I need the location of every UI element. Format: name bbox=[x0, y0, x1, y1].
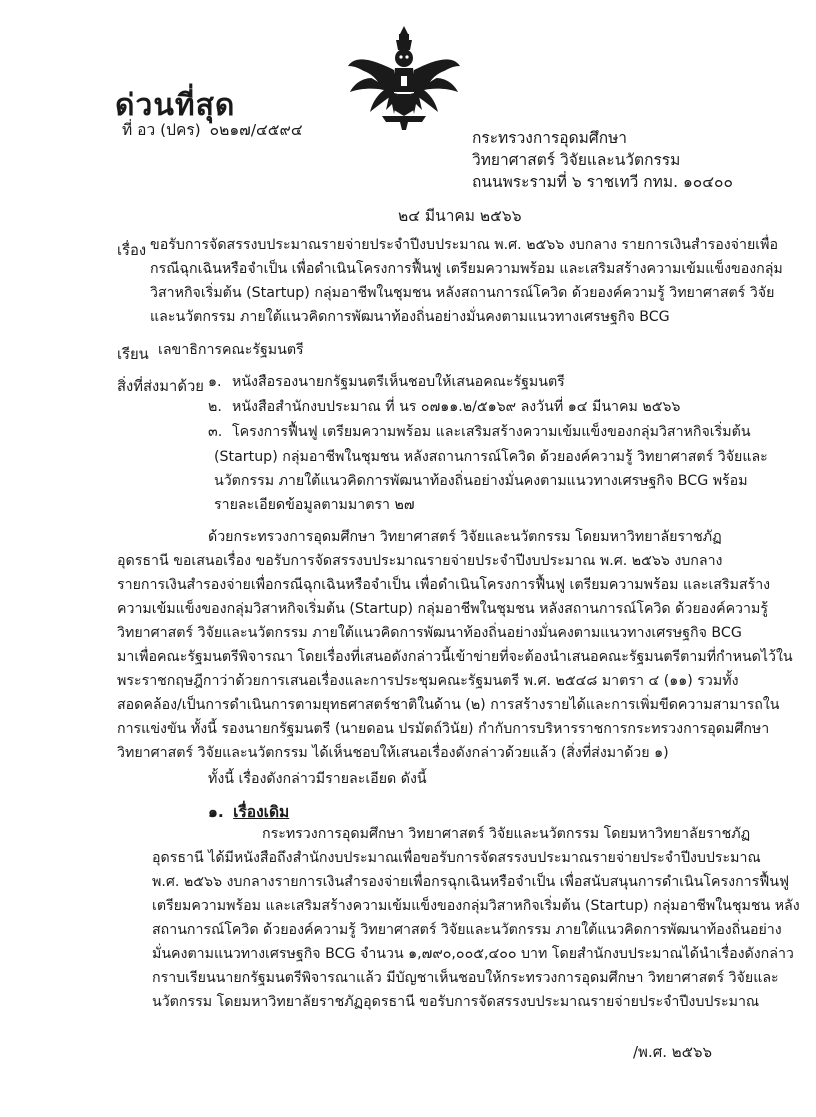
subject-line: ขอรับการจัดสรรงบประมาณรายจ่ายประจำปีงบประมาณ พ.ศ. ๒๕๖๖ งบกลาง รายการเงินสำรองจ่ายเพื่อ bbox=[150, 237, 778, 253]
enclosure-number: ๑. bbox=[208, 374, 222, 390]
document-number-label: ที่ อว (ปคร) bbox=[122, 121, 201, 139]
body-line: ด้วยกระทรวงการอุดมศึกษา วิทยาศาสตร์ วิจัยและนวัตกรรม โดยมหาวิทยาลัยราชภัฏ bbox=[208, 529, 722, 545]
subject-line: และนวัตกรรม ภายใต้แนวคิดการพัฒนาท้องถิ่นอย่างมั่นคงตามแนวทางเศรษฐกิจ BCG bbox=[150, 309, 670, 325]
enclosure-number: ๒. bbox=[208, 399, 222, 415]
document-number-value: ๐๒๑๗/๔๕๙๔ bbox=[209, 121, 303, 139]
enclosure-item: หนังสือรองนายกรัฐมนตรีเห็นชอบให้เสนอคณะรัฐมนตรี bbox=[232, 374, 565, 390]
urgency-stamp: ด่วนที่สุด bbox=[115, 88, 236, 123]
enclosure-item: หนังสือสำนักงบประมาณ ที่ นร ๐๗๑๑.๒/๕๑๖๙ ลงวันที่ ๑๔ มีนาคม ๒๕๖๖ bbox=[232, 399, 681, 415]
document-number bbox=[122, 117, 303, 142]
section-heading bbox=[208, 799, 289, 824]
section-title: เรื่องเดิม bbox=[233, 803, 290, 821]
recipient-label: เรียน bbox=[117, 346, 149, 363]
section-line: สถานการณ์โควิด ด้วยองค์ความรู้ วิทยาศาสตร์ วิจัยและนวัตกรรม ภายใต้แนวคิดการพัฒนาท้องถิ่นอย่าง bbox=[152, 922, 782, 938]
section-line: กระทรวงการอุดมศึกษา วิทยาศาสตร์ วิจัยและนวัตกรรม โดยมหาวิทยาลัยราชภัฏ bbox=[262, 826, 751, 842]
document-date: ๒๔ มีนาคม ๒๕๖๖ bbox=[398, 207, 522, 225]
enclosures-label: สิ่งที่ส่งมาด้วย bbox=[117, 378, 204, 395]
section-line: มั่นคงตามแนวทางเศรษฐกิจ BCG จำนวน ๑,๗๙๐,๐๐๕,๔๐๐ บาท โดยสำนักงบประมาณได้นำเรื่องดังกล่าว bbox=[152, 946, 794, 962]
enclosure-item: รายละเอียดข้อมูลตามมาตรา ๒๗ bbox=[214, 497, 415, 513]
agency-address: ถนนพระรามที่ ๖ ราชเทวี กทม. ๑๐๔๐๐ bbox=[472, 173, 733, 191]
body-line: วิทยาศาสตร์ วิจัยและนวัตกรรม ภายใต้แนวคิดการพัฒนาท้องถิ่นอย่างมั่นคงตามแนวทางเศรษฐกิจ BCG bbox=[117, 625, 742, 641]
body-line: สอดคล้อง/เป็นการดำเนินการตามยุทธศาสตร์ชาติในด้าน (๒) การสร้างรายได้และการเพิ่มขีดความสามารถใน bbox=[117, 697, 780, 713]
section-line: กราบเรียนนายกรัฐมนตรีพิจารณาแล้ว มีบัญชาเห็นชอบให้กระทรวงการอุดมศึกษา วิทยาศาสตร์ วิจัยและ bbox=[152, 970, 779, 986]
garuda-emblem bbox=[344, 20, 464, 132]
section-line: พ.ศ. ๒๕๖๖ งบกลางรายการเงินสำรองจ่ายเพื่อกรฉุกเฉินหรือจำเป็น เพื่อสนับสนุนการดำเนินโครงการฟื้นฟู bbox=[152, 874, 790, 890]
subject-label: เรื่อง bbox=[117, 242, 147, 259]
section-line: เตรียมความพร้อม และเสริมสร้างความเข้มแข็งของกลุ่มวิสาหกิจเริ่มต้น (Startup) กลุ่มอาชีพในชุมชน หลัง bbox=[152, 898, 800, 914]
subject-line: วิสาหกิจเริ่มต้น (Startup) กลุ่มอาชีพในชุมชน หลังสถานการณ์โควิด ด้วยองค์ความรู้ วิทยาศาสตร์ วิจัย bbox=[150, 285, 775, 301]
body-line: การแข่งขัน ทั้งนี้ รองนายกรัฐมนตรี (นายดอน ปรมัตถ์วินัย) กำกับการบริหารราชการกระทรวงการอุดมศึกษา bbox=[117, 721, 770, 737]
body-line: พระราชกฤษฎีกาว่าด้วยการเสนอเรื่องและการประชุมคณะรัฐมนตรี พ.ศ. ๒๕๔๘ มาตรา ๔ (๑๑) รวมทั้ง bbox=[117, 673, 739, 689]
body-line: มาเพื่อคณะรัฐมนตรีพิจารณา โดยเรื่องที่เสนอดังกล่าวนี้เข้าข่ายที่จะต้องนำเสนอคณะรัฐมนตรีตามที่กำหนดไว้ใน bbox=[117, 649, 793, 665]
enclosure-item: โครงการฟื้นฟู เตรียมความพร้อม และเสริมสร้างความเข้มแข็งของกลุ่มวิสาหกิจเริ่มต้น bbox=[232, 424, 751, 440]
subject-line: กรณีฉุกเฉินหรือจำเป็น เพื่อดำเนินโครงการฟื้นฟู เตรียมความพร้อม และเสริมสร้างความเข้มแข็งของกลุ่ม bbox=[150, 261, 783, 277]
recipient-value: เลขาธิการคณะรัฐมนตรี bbox=[158, 342, 304, 358]
agency-department: วิทยาศาสตร์ วิจัยและนวัตกรรม bbox=[472, 151, 681, 169]
body-line: รายการเงินสำรองจ่ายเพื่อกรณีฉุกเฉินหรือจำเป็น เพื่อดำเนินโครงการฟื้นฟู เตรียมความพร้อม และเสริมสร้าง bbox=[117, 577, 771, 593]
enclosure-item: นวัตกรรม ภายใต้แนวคิดการพัฒนาท้องถิ่นอย่างมั่นคงตามแนวทางเศรษฐกิจ BCG พร้อม bbox=[214, 473, 748, 489]
agency-name: กระทรวงการอุดมศึกษา bbox=[472, 129, 627, 147]
section-line: อุดรธานี ได้มีหนังสือถึงสำนักงบประมาณเพื่อขอรับการจัดสรรงบประมาณรายจ่ายประจำปีงบประมาณ bbox=[152, 850, 761, 866]
section-number: ๑. bbox=[208, 803, 224, 821]
detail-intro: ทั้งนี้ เรื่องดังกล่าวมีรายละเอียด ดังนี้ bbox=[208, 771, 427, 787]
section-line: นวัตกรรม โดยมหาวิทยาลัยราชภัฏอุดรธานี ขอรับการจัดสรรงบประมาณรายจ่ายประจำปีงบประมาณ bbox=[152, 994, 760, 1010]
enclosure-item: (Startup) กลุ่มอาชีพในชุมชน หลังสถานการณ์โควิด ด้วยองค์ความรู้ วิทยาศาสตร์ วิจัยและ bbox=[214, 449, 768, 465]
body-line: อุดรธานี ขอเสนอเรื่อง ขอรับการจัดสรรงบประมาณรายจ่ายประจำปีงบประมาณ พ.ศ. ๒๕๖๖ งบกลาง bbox=[117, 553, 723, 569]
body-line: วิทยาศาสตร์ วิจัยและนวัตกรรม ได้เห็นชอบให้เสนอเรื่องดังกล่าวด้วยแล้ว (สิ่งที่ส่งมาด้วย ๑) bbox=[117, 745, 669, 761]
enclosure-number: ๓. bbox=[208, 424, 223, 440]
body-line: ความเข้มแข็งของกลุ่มวิสาหกิจเริ่มต้น (Startup) กลุ่มอาชีพในชุมชน หลังสถานการณ์โควิด ด้วยองค์ความรู้ bbox=[117, 601, 768, 617]
page-continuation: /พ.ศ. ๒๕๖๖ bbox=[633, 1043, 713, 1061]
